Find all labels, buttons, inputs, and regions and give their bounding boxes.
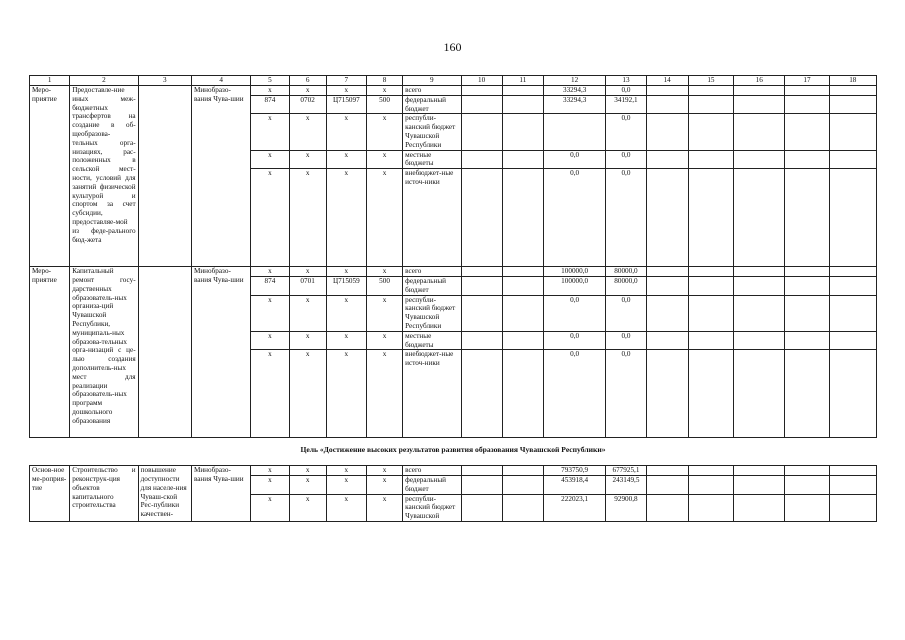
empty-cell — [734, 150, 785, 169]
empty-cell — [829, 114, 876, 150]
grbs-cell: x — [251, 267, 289, 277]
empty-cell — [461, 276, 502, 295]
section-cell: x — [289, 475, 326, 494]
section-cell: x — [289, 86, 326, 96]
empty-cell — [502, 494, 543, 521]
empty-cell — [734, 169, 785, 267]
target-article-cell: x — [326, 114, 366, 150]
empty-cell — [461, 86, 502, 96]
empty-cell — [785, 350, 829, 438]
activity-type-cell: Основ-ное ме-роприя-тие — [30, 466, 70, 522]
header-cell: 1 — [30, 76, 70, 86]
empty-cell — [461, 494, 502, 521]
header-cell: 3 — [138, 76, 191, 86]
empty-cell — [461, 350, 502, 438]
source-cell: всего — [403, 466, 461, 476]
value-cell: 92900,8 — [606, 494, 646, 521]
value-cell: 0,0 — [543, 331, 605, 350]
empty-cell — [688, 169, 733, 267]
header-cell: 10 — [461, 76, 502, 86]
empty-cell — [461, 466, 502, 476]
source-cell: местные бюджеты — [403, 150, 461, 169]
grbs-cell: x — [251, 86, 289, 96]
empty-cell — [785, 276, 829, 295]
empty-cell — [785, 169, 829, 267]
empty-cell — [502, 150, 543, 169]
section-cell: x — [289, 150, 326, 169]
empty-cell — [461, 331, 502, 350]
source-cell: внебюджет-ные источ-ники — [403, 350, 461, 438]
empty-cell — [646, 276, 688, 295]
target-article-cell: Ц715097 — [326, 95, 366, 114]
header-cell: 18 — [829, 76, 876, 86]
value-cell: 80000,0 — [606, 276, 646, 295]
empty-cell — [502, 350, 543, 438]
value-cell: 100000,0 — [543, 267, 605, 277]
expense-group-cell: x — [366, 114, 402, 150]
empty-cell — [785, 466, 829, 476]
goal-heading: Цель «Достижение высоких результатов развития образования Чувашской Республики» — [30, 438, 877, 466]
empty-cell — [461, 295, 502, 331]
value-cell: 0,0 — [543, 150, 605, 169]
section-cell: 0702 — [289, 95, 326, 114]
section-cell: x — [289, 169, 326, 267]
empty-cell — [688, 475, 733, 494]
empty-cell — [734, 295, 785, 331]
empty-cell — [688, 95, 733, 114]
grbs-cell: x — [251, 150, 289, 169]
header-cell: 16 — [734, 76, 785, 86]
source-cell: федеральный бюджет — [403, 276, 461, 295]
empty-cell — [734, 466, 785, 476]
value-cell: 453918,4 — [543, 475, 605, 494]
header-cell: 4 — [191, 76, 250, 86]
expense-group-cell: x — [366, 494, 402, 521]
empty-cell — [688, 295, 733, 331]
empty-cell — [646, 150, 688, 169]
grbs-cell: x — [251, 475, 289, 494]
empty-cell — [829, 295, 876, 331]
empty-cell — [502, 295, 543, 331]
empty-cell — [646, 86, 688, 96]
value-cell: 0,0 — [606, 169, 646, 267]
empty-cell — [734, 276, 785, 295]
table-row — [30, 86, 877, 96]
header-row — [30, 76, 877, 86]
value-cell: 0,0 — [543, 350, 605, 438]
source-cell: всего — [403, 267, 461, 277]
header-cell: 2 — [70, 76, 138, 86]
goal-cell — [138, 86, 191, 267]
section-cell: x — [289, 295, 326, 331]
empty-cell — [688, 331, 733, 350]
grbs-cell: 874 — [251, 276, 289, 295]
source-cell: федеральный бюджет — [403, 95, 461, 114]
empty-cell — [734, 114, 785, 150]
value-cell — [543, 114, 605, 150]
value-cell: 243149,5 — [606, 475, 646, 494]
source-cell: республи-канский бюджет Чувашской — [403, 494, 461, 521]
empty-cell — [646, 475, 688, 494]
empty-cell — [646, 95, 688, 114]
empty-cell — [734, 267, 785, 277]
empty-cell — [688, 114, 733, 150]
empty-cell — [734, 331, 785, 350]
empty-cell — [734, 95, 785, 114]
empty-cell — [829, 95, 876, 114]
value-cell: 677925,1 — [606, 466, 646, 476]
empty-cell — [829, 150, 876, 169]
header-cell: 8 — [366, 76, 402, 86]
grbs-cell: x — [251, 331, 289, 350]
source-cell: республи-канский бюджет Чувашской Республики — [403, 295, 461, 331]
grbs-cell: x — [251, 466, 289, 476]
empty-cell — [502, 95, 543, 114]
empty-cell — [829, 276, 876, 295]
section-cell: x — [289, 466, 326, 476]
source-cell: республи-канский бюджет Чувашской Республики — [403, 114, 461, 150]
source-cell: всего — [403, 86, 461, 96]
header-cell: 12 — [543, 76, 605, 86]
value-cell: 0,0 — [606, 150, 646, 169]
empty-cell — [461, 169, 502, 267]
empty-cell — [688, 494, 733, 521]
target-article-cell: x — [326, 350, 366, 438]
header-cell: 7 — [326, 76, 366, 86]
empty-cell — [461, 267, 502, 277]
value-cell: 222023,1 — [543, 494, 605, 521]
empty-cell — [734, 86, 785, 96]
budget-table — [29, 75, 877, 522]
expense-group-cell: 500 — [366, 95, 402, 114]
table-row — [30, 267, 877, 277]
section-cell: x — [289, 350, 326, 438]
expense-group-cell: x — [366, 350, 402, 438]
grbs-cell: x — [251, 494, 289, 521]
expense-group-cell: x — [366, 331, 402, 350]
goal-cell — [138, 267, 191, 438]
value-cell: 80000,0 — [606, 267, 646, 277]
section-cell: 0701 — [289, 276, 326, 295]
header-cell: 14 — [646, 76, 688, 86]
empty-cell — [646, 350, 688, 438]
empty-cell — [688, 466, 733, 476]
grbs-cell: 874 — [251, 95, 289, 114]
value-cell: 0,0 — [543, 169, 605, 267]
value-cell: 0,0 — [606, 295, 646, 331]
target-article-cell: x — [326, 494, 366, 521]
value-cell: 33294,3 — [543, 95, 605, 114]
empty-cell — [829, 267, 876, 277]
empty-cell — [502, 276, 543, 295]
empty-cell — [829, 466, 876, 476]
expense-group-cell: x — [366, 150, 402, 169]
source-cell: внебюджет-ные источ-ники — [403, 169, 461, 267]
empty-cell — [688, 276, 733, 295]
empty-cell — [461, 95, 502, 114]
header-cell: 15 — [688, 76, 733, 86]
empty-cell — [502, 267, 543, 277]
target-article-cell: x — [326, 86, 366, 96]
empty-cell — [829, 475, 876, 494]
section-cell: x — [289, 494, 326, 521]
expense-group-cell: x — [366, 267, 402, 277]
expense-group-cell: x — [366, 475, 402, 494]
goal-row — [30, 438, 877, 466]
value-cell: 0,0 — [606, 86, 646, 96]
section-cell: x — [289, 331, 326, 350]
empty-cell — [502, 466, 543, 476]
target-article-cell: x — [326, 466, 366, 476]
empty-cell — [461, 150, 502, 169]
section-cell: x — [289, 267, 326, 277]
empty-cell — [502, 475, 543, 494]
empty-cell — [785, 494, 829, 521]
header-cell: 13 — [606, 76, 646, 86]
value-cell: 0,0 — [543, 295, 605, 331]
empty-cell — [829, 331, 876, 350]
empty-cell — [646, 331, 688, 350]
empty-cell — [785, 475, 829, 494]
grbs-cell: x — [251, 169, 289, 267]
activity-name-cell: Строительство и реконструк-ция объектов капитального строительства — [70, 466, 138, 522]
empty-cell — [785, 150, 829, 169]
expense-group-cell: 500 — [366, 276, 402, 295]
empty-cell — [646, 114, 688, 150]
empty-cell — [829, 350, 876, 438]
empty-cell — [502, 114, 543, 150]
page-number: 160 — [443, 40, 462, 54]
empty-cell — [785, 267, 829, 277]
empty-cell — [646, 267, 688, 277]
value-cell: 0,0 — [606, 331, 646, 350]
empty-cell — [461, 475, 502, 494]
target-article-cell: x — [326, 331, 366, 350]
empty-cell — [785, 114, 829, 150]
header-cell: 5 — [251, 76, 289, 86]
expense-group-cell: x — [366, 295, 402, 331]
source-cell: федеральный бюджет — [403, 475, 461, 494]
target-article-cell: x — [326, 150, 366, 169]
empty-cell — [734, 494, 785, 521]
activity-name-cell: Предоставле-ние иных меж-бюджетных трансфертов на создание в об-щеобразова-тельных орга-низациях, рас-положенных в сельской мест-ности, условий для занятий физической культурой и спортом за счет субсидии, предоставляе-мой из феде-рального бюд-жета — [70, 86, 138, 267]
grbs-cell: x — [251, 295, 289, 331]
section-cell: x — [289, 114, 326, 150]
expense-group-cell: x — [366, 86, 402, 96]
executor-cell: Минобразо-вания Чува-шии — [191, 86, 250, 267]
empty-cell — [502, 331, 543, 350]
header-cell: 17 — [785, 76, 829, 86]
target-article-cell: x — [326, 169, 366, 267]
header-cell: 11 — [502, 76, 543, 86]
empty-cell — [688, 350, 733, 438]
target-article-cell: Ц715059 — [326, 276, 366, 295]
empty-cell — [688, 150, 733, 169]
empty-cell — [646, 169, 688, 267]
value-cell: 34192,1 — [606, 95, 646, 114]
executor-cell: Минобразо-вания Чува-шии — [191, 466, 250, 522]
table-row — [30, 466, 877, 476]
empty-cell — [646, 295, 688, 331]
header-cell: 9 — [403, 76, 461, 86]
expense-group-cell: x — [366, 466, 402, 476]
target-article-cell: x — [326, 475, 366, 494]
empty-cell — [829, 86, 876, 96]
value-cell: 0,0 — [606, 350, 646, 438]
empty-cell — [785, 86, 829, 96]
value-cell: 33294,3 — [543, 86, 605, 96]
activity-name-cell: Капитальный ремонт госу-дарственных образователь-ных организа-ций Чувашской Республики, муниципаль-ных образова-тельных орга-низаций с це-лью создания дополнитель-ных мест для реализации образователь-ных программ дошкольного образования — [70, 267, 138, 438]
expense-group-cell: x — [366, 169, 402, 267]
value-cell: 100000,0 — [543, 276, 605, 295]
empty-cell — [829, 494, 876, 521]
empty-cell — [688, 267, 733, 277]
empty-cell — [785, 331, 829, 350]
goal-cell: повышение доступности для населе-ния Чуваш-ской Рес-публики качествен- — [138, 466, 191, 522]
empty-cell — [646, 466, 688, 476]
empty-cell — [829, 169, 876, 267]
empty-cell — [785, 95, 829, 114]
grbs-cell: x — [251, 114, 289, 150]
source-cell: местные бюджеты — [403, 331, 461, 350]
empty-cell — [785, 295, 829, 331]
grbs-cell: x — [251, 350, 289, 438]
activity-type-cell: Меро-приятие — [30, 267, 70, 438]
executor-cell: Минобразо-вания Чува-шии — [191, 267, 250, 438]
empty-cell — [502, 169, 543, 267]
empty-cell — [646, 494, 688, 521]
target-article-cell: x — [326, 267, 366, 277]
target-article-cell: x — [326, 295, 366, 331]
empty-cell — [461, 114, 502, 150]
header-cell: 6 — [289, 76, 326, 86]
value-cell: 793750,9 — [543, 466, 605, 476]
empty-cell — [734, 475, 785, 494]
empty-cell — [502, 86, 543, 96]
activity-type-cell: Меро-приятие — [30, 86, 70, 267]
empty-cell — [688, 86, 733, 96]
value-cell: 0,0 — [606, 114, 646, 150]
empty-cell — [734, 350, 785, 438]
